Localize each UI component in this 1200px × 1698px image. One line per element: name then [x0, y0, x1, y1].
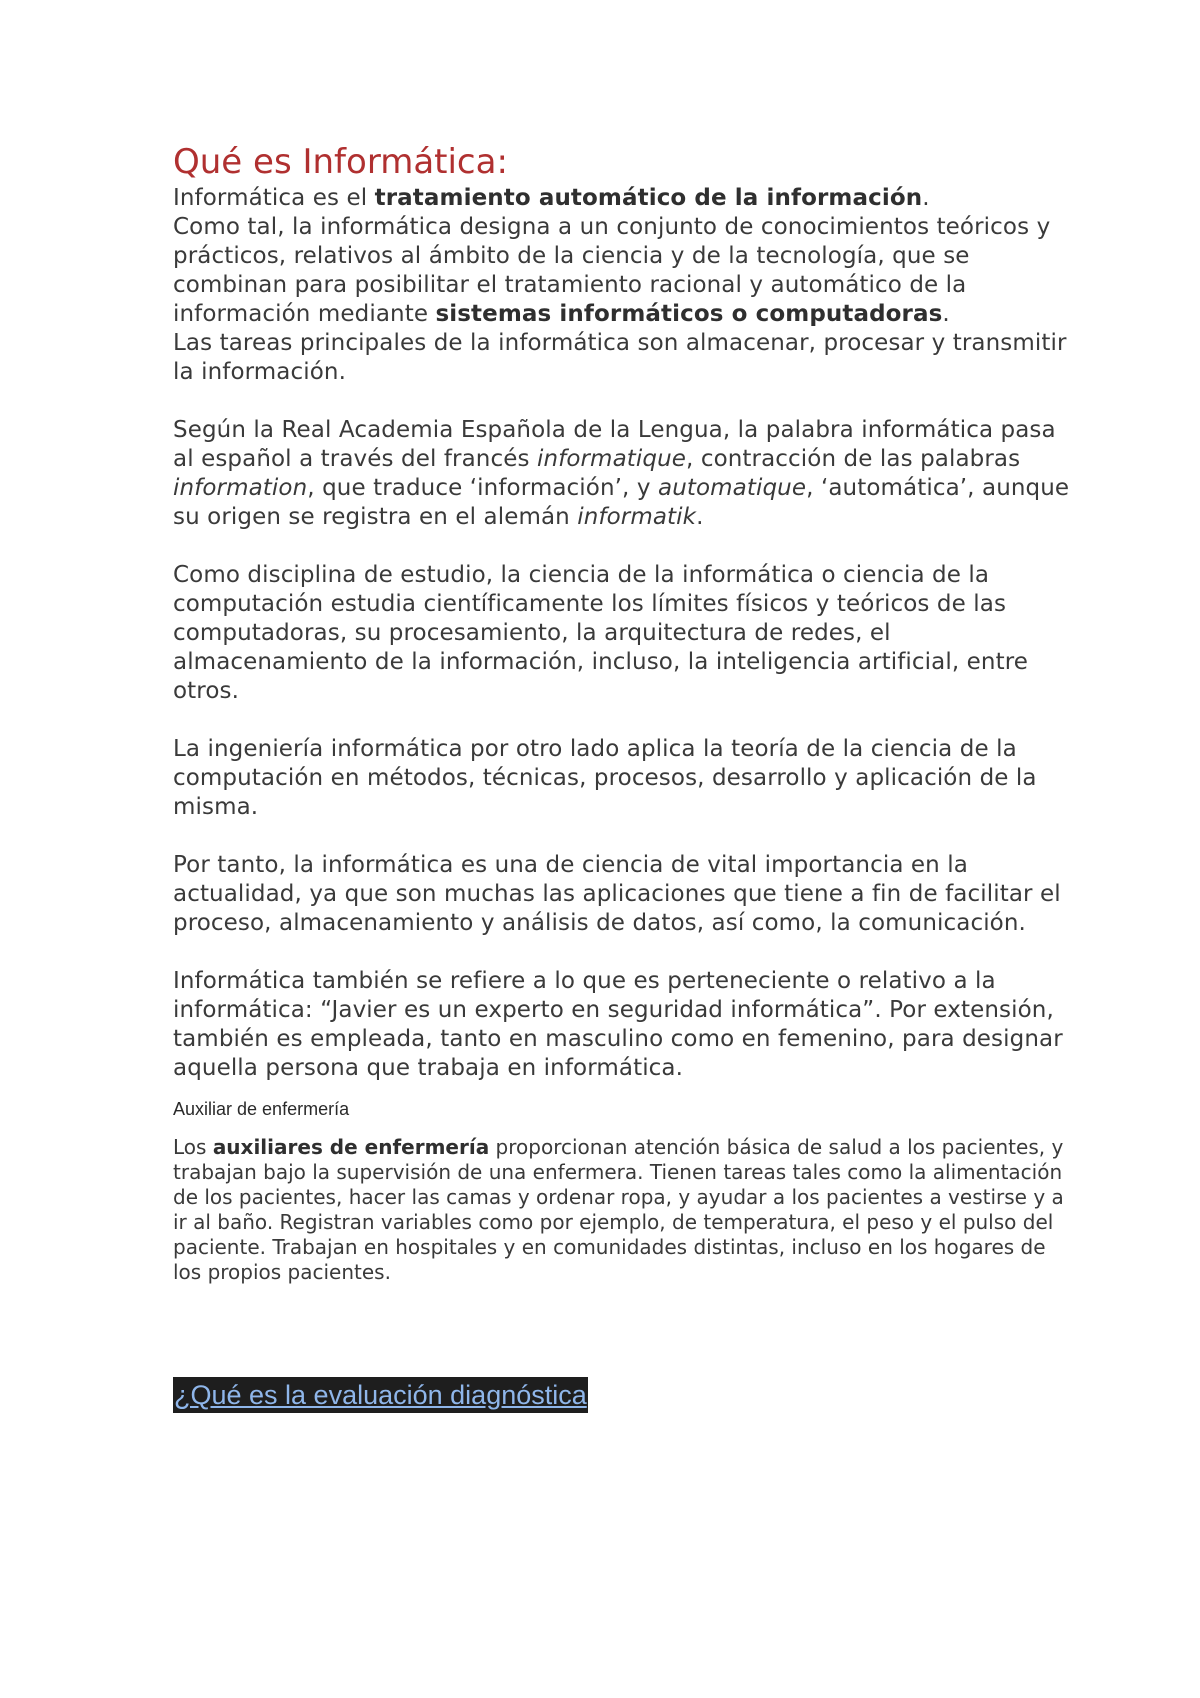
evaluation-link[interactable]: ¿Qué es la evaluación diagnóstica [173, 1377, 588, 1413]
text-run: , contracción de las palabras [686, 446, 1021, 472]
italic-text: informatik [577, 504, 697, 530]
text-run: Los [173, 1135, 213, 1159]
text-run: proporcionan atención básica de salud a los pacientes, y trabajan bajo la supervisión de una enfermera. Tienen tareas tales como la alimentación de los pacientes, hacer las camas y ordenar ropa, y ayudar a los pacientes a vestirse y a ir al baño. Registran variables como por ejemplo, de temperatura, el peso y el pulso del paciente. Trabajan en hospitales y en comunidades distintas, incluso en los hogares de los propios pacientes. [173, 1135, 1064, 1284]
section-heading: Auxiliar de enfermería [173, 1099, 350, 1119]
bold-text: sistemas informáticos o computadoras [435, 301, 943, 327]
italic-text: informatique [536, 446, 686, 472]
document-content [173, 140, 1073, 1413]
text-run: Como tal, la informática designa a un conjunto de conocimientos teóricos y prácticos, relativos al ámbito de la ciencia y de la tecnología, que se combinan para posibilitar el tratamiento racional y automático de la información mediante [173, 214, 1051, 327]
text-run: , que traduce ‘información’, y [307, 475, 659, 501]
paragraph-intro [173, 184, 1073, 387]
text-run: Las tareas principales de la informática son almacenar, procesar y transmitir la información. [173, 330, 1067, 385]
text-run: Según la Real Academia Española de la Lengua, la palabra informática pasa al español a través del francés [173, 417, 1056, 472]
italic-text: automatique [658, 475, 807, 501]
text-run: . [942, 301, 950, 327]
paragraph-engineering: La ingeniería informática por otro lado aplica la teoría de la ciencia de la computación en métodos, técnicas, procesos, desarrollo y aplicación de la misma. [173, 736, 1037, 820]
text-run: . [696, 504, 704, 530]
paragraph-nursing [173, 1135, 1073, 1285]
text-run: Informática es el [173, 185, 375, 211]
page-title: Qué es Informática: [173, 142, 508, 182]
paragraph-usage: Informática también se refiere a lo que es perteneciente o relativo a la informática: “Javier es un experto en seguridad informática”. Por extensión, también es empleada, tanto en masculino como en femenino, para designar aquella persona que trabaja en informática. [173, 968, 1063, 1081]
text-run: . [922, 185, 930, 211]
italic-text: information [173, 475, 308, 501]
paragraph-etymology [173, 416, 1073, 532]
bold-text: auxiliares de enfermería [212, 1135, 490, 1159]
paragraph-discipline: Como disciplina de estudio, la ciencia de la informática o ciencia de la computación estudia científicamente los límites físicos y teóricos de las computadoras, su procesamiento, la arquitectura de redes, el almacenamiento de la información, incluso, la inteligencia artificial, entre otros. [173, 562, 1028, 704]
paragraph-importance: Por tanto, la informática es una de ciencia de vital importancia en la actualidad, ya que son muchas las aplicaciones que tiene a fin de facilitar el proceso, almacenamiento y análisis de datos, así como, la comunicación. [173, 852, 1061, 936]
bold-text: tratamiento automático de la información [374, 185, 923, 211]
text-run: , ‘automática’, aunque su origen se registra en el alemán [173, 475, 1070, 530]
